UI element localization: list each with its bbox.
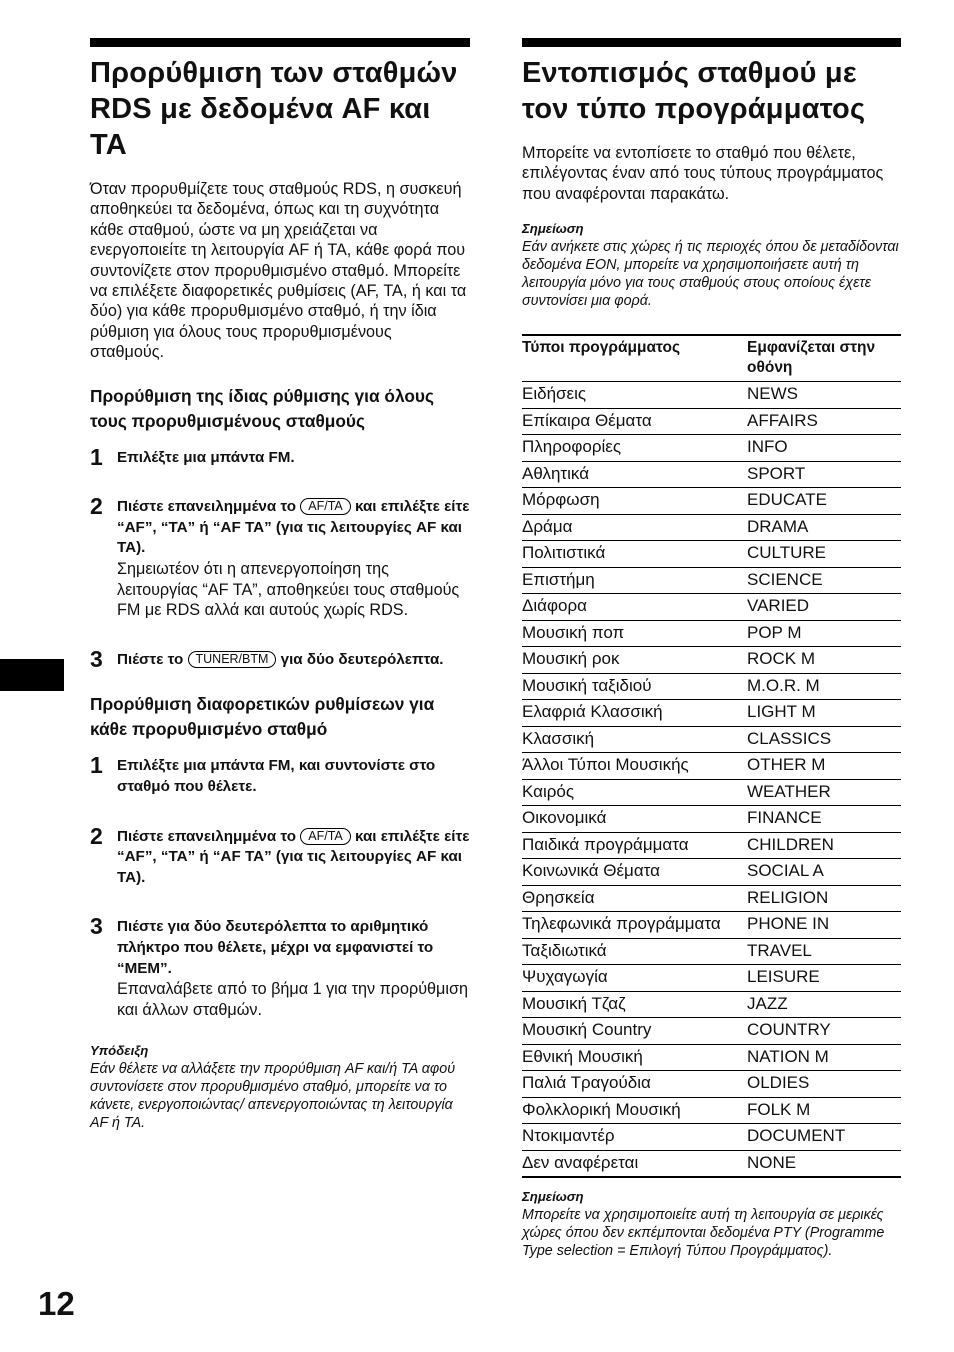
af-ta-button-icon: AF/TA xyxy=(300,498,351,515)
programme-type-cell: Μουσική ροκ xyxy=(522,647,747,674)
display-code-cell: M.O.R. M xyxy=(747,673,901,700)
display-code-cell: SCIENCE xyxy=(747,567,901,594)
programme-type-cell: Άλλοι Τύποι Μουσικής xyxy=(522,753,747,780)
instruction-text: Πιέστε επανειλημμένα το xyxy=(117,498,301,516)
right-column xyxy=(522,55,901,1260)
programme-type-cell: Τηλεφωνικά προγράμματα xyxy=(522,912,747,939)
step-note: Σημειωτέον ότι η απενεργοποίηση της λειτουργίας “AF TA”, αποθηκεύει τους σταθμούς FM με RDS αλλά και αυτούς χωρίς RDS. xyxy=(117,560,460,620)
step-instruction xyxy=(117,497,470,559)
note-label: Σημείωση xyxy=(522,1189,584,1205)
instruction-text: και επιλέξτε είτε “AF”, “TA” ή “AF TA” (για τις λειτουργίες AF και TA). xyxy=(117,827,470,886)
pty-note-block xyxy=(522,1188,901,1260)
display-code-cell: RELIGION xyxy=(747,885,901,912)
column-header-programme-type: Τύποι προγράμματος xyxy=(522,335,747,382)
s1-step-2 xyxy=(90,493,470,621)
programme-type-cell: Φολκλορική Μουσική xyxy=(522,1097,747,1124)
table-row xyxy=(522,779,901,806)
display-code-cell: OLDIES xyxy=(747,1071,901,1098)
note-label: Σημείωση xyxy=(522,221,584,237)
right-section-title: Εντοπισμός σταθμού με τον τύπο προγράμματος xyxy=(522,57,866,125)
table-row xyxy=(522,382,901,409)
programme-type-cell: Επίκαιρα Θέματα xyxy=(522,408,747,435)
table-row xyxy=(522,514,901,541)
step-instruction: Επιλέξτε μια μπάντα FM. xyxy=(117,448,295,466)
af-ta-button-icon: AF/TA xyxy=(300,828,351,845)
step-instruction xyxy=(117,827,470,889)
table-row xyxy=(522,1018,901,1045)
instruction-text: για δύο δευτερόλεπτα. xyxy=(276,650,444,668)
display-code-cell: LEISURE xyxy=(747,965,901,992)
programme-type-cell: Μόρφωση xyxy=(522,488,747,515)
programme-type-cell: Αθλητικά xyxy=(522,461,747,488)
display-code-cell: FOLK M xyxy=(747,1097,901,1124)
display-code-cell: NONE xyxy=(747,1150,901,1177)
display-code-cell: JAZZ xyxy=(747,991,901,1018)
table-row xyxy=(522,594,901,621)
display-code-cell: LIGHT M xyxy=(747,700,901,727)
same-setting-heading: Προρύθμιση της ίδιας ρύθμισης για όλους τους προρυθμισμένους σταθμούς xyxy=(90,385,434,431)
table-row xyxy=(522,965,901,992)
tip-block xyxy=(90,1042,470,1132)
table-row xyxy=(522,832,901,859)
s2-step-3 xyxy=(90,913,470,1020)
display-code-cell: EDUCATE xyxy=(747,488,901,515)
programme-type-cell: Μουσική Τζαζ xyxy=(522,991,747,1018)
tuner-btm-button-icon: TUNER/BTM xyxy=(188,651,277,668)
display-code-cell: WEATHER xyxy=(747,779,901,806)
table-row xyxy=(522,753,901,780)
programme-type-cell: Επιστήμη xyxy=(522,567,747,594)
programme-type-cell: Παιδικά προγράμματα xyxy=(522,832,747,859)
different-settings-heading: Προρύθμιση διαφορετικών ρυθμίσεων για κάθε προρυθμισμένο σταθμό xyxy=(90,694,435,740)
tip-text: Εάν θέλετε να αλλάξετε την προρύθμιση AF και/ή TA αφού συντονίσετε στον προρυθμισμένο σταθμό, μπορείτε να το κάνετε, ενεργοποιώντας/ απενεργοποιώντας τη λειτουργία AF ή TA. xyxy=(90,1061,456,1132)
table-row xyxy=(522,408,901,435)
display-code-cell: VARIED xyxy=(747,594,901,621)
column-header-display: Εμφανίζεται στην οθόνη xyxy=(747,335,901,382)
eon-note-block xyxy=(522,220,901,310)
programme-type-cell: Δράμα xyxy=(522,514,747,541)
programme-type-table xyxy=(522,334,901,1178)
programme-type-cell: Ψυχαγωγία xyxy=(522,965,747,992)
table-row xyxy=(522,1097,901,1124)
table-row xyxy=(522,673,901,700)
programme-type-cell: Θρησκεία xyxy=(522,885,747,912)
display-code-cell: ROCK M xyxy=(747,647,901,674)
step-number: 1 xyxy=(90,752,103,779)
display-code-cell: INFO xyxy=(747,435,901,462)
table-row xyxy=(522,1124,901,1151)
page-number: 12 xyxy=(38,1285,75,1322)
display-code-cell: AFFAIRS xyxy=(747,408,901,435)
display-code-cell: CULTURE xyxy=(747,541,901,568)
table-row xyxy=(522,541,901,568)
table-row xyxy=(522,726,901,753)
display-code-cell: SPORT xyxy=(747,461,901,488)
section-tab-marker xyxy=(0,659,64,691)
programme-type-cell: Μουσική ταξιδιού xyxy=(522,673,747,700)
table-header-row xyxy=(522,335,901,382)
programme-type-cell: Κοινωνικά Θέματα xyxy=(522,859,747,886)
display-code-cell: FINANCE xyxy=(747,806,901,833)
display-code-cell: CLASSICS xyxy=(747,726,901,753)
display-code-cell: TRAVEL xyxy=(747,938,901,965)
programme-type-cell: Ειδήσεις xyxy=(522,382,747,409)
step-note: Επαναλάβετε από το βήμα 1 για την προρύθμιση και άλλων σταθμών. xyxy=(117,980,468,1019)
programme-type-cell: Εθνική Μουσική xyxy=(522,1044,747,1071)
programme-type-cell: Οικονομικά xyxy=(522,806,747,833)
step-number: 3 xyxy=(90,913,103,940)
tip-label: Υπόδειξη xyxy=(90,1043,149,1059)
note-text: Εάν ανήκετε στις χώρες ή τις περιοχές όπου δε μεταδίδονται δεδομένα EON, μπορείτε να χρησιμοποιήσετε αυτή τη λειτουργία μόνο για τους σταθμούς στους οποίους έχετε συντονίσει μια φορά. xyxy=(522,239,899,310)
programme-type-cell: Ταξιδιωτικά xyxy=(522,938,747,965)
table-row xyxy=(522,991,901,1018)
s1-step-1 xyxy=(90,443,470,470)
left-column xyxy=(90,55,470,1132)
table-row xyxy=(522,912,901,939)
display-code-cell: DOCUMENT xyxy=(747,1124,901,1151)
display-code-cell: NEWS xyxy=(747,382,901,409)
instruction-text: και επιλέξτε είτε “AF”, “TA” ή “AF TA” (για τις λειτουργίες AF και TA). xyxy=(117,498,470,557)
table-row xyxy=(522,885,901,912)
display-code-cell: NATION M xyxy=(747,1044,901,1071)
step-instruction: Πιέστε για δύο δευτερόλεπτα το αριθμητικό πλήκτρο που θέλετε, μέχρι να εμφανιστεί το “MEM”. xyxy=(117,918,434,977)
instruction-text: Πιέστε επανειλημμένα το xyxy=(117,827,301,845)
table-body xyxy=(522,382,901,1178)
table-row xyxy=(522,488,901,515)
table-row xyxy=(522,647,901,674)
step-number: 3 xyxy=(90,645,103,672)
programme-type-cell: Παλιά Τραγούδια xyxy=(522,1071,747,1098)
programme-type-cell: Ελαφριά Κλασσική xyxy=(522,700,747,727)
programme-type-cell: Μουσική Country xyxy=(522,1018,747,1045)
table-row xyxy=(522,700,901,727)
display-code-cell: COUNTRY xyxy=(747,1018,901,1045)
programme-type-cell: Ντοκιμαντέρ xyxy=(522,1124,747,1151)
display-code-cell: OTHER M xyxy=(747,753,901,780)
programme-type-cell: Πληροφορίες xyxy=(522,435,747,462)
step-number: 2 xyxy=(90,822,103,849)
table-row xyxy=(522,1071,901,1098)
step-number: 2 xyxy=(90,493,103,520)
programme-type-cell: Δεν αναφέρεται xyxy=(522,1150,747,1177)
display-code-cell: PHONE IN xyxy=(747,912,901,939)
step-instruction: Επιλέξτε μια μπάντα FM, και συντονίστε στο σταθμό που θέλετε. xyxy=(117,757,436,795)
right-intro-paragraph: Μπορείτε να εντοπίσετε το σταθμό που θέλετε, επιλέγοντας έναν από τους τύπους προγράμματος που αναφέρονται παρακάτω. xyxy=(522,144,884,203)
table-row xyxy=(522,620,901,647)
s2-step-1 xyxy=(90,752,470,797)
s1-step-3 xyxy=(90,645,470,672)
right-top-rule xyxy=(522,38,901,47)
left-intro-paragraph: Όταν προρυθμίζετε τους σταθμούς RDS, η συσκευή αποθηκεύει τα δεδομένα, όπως και τη συχνότητα κάθε σταθμού, ώστε να μη χρειάζεται να ενεργοποιείτε τη λειτουργία AF ή TA, κάθε φορά που συντονίζετε στον προρυθμισμένο σταθμό. Μπορείτε να επιλέξετε διαφορετικές ρυθμίσεις (AF, TA, ή και τα δύο) για κάθε προρυθμισμένο σταθμό, ή την ίδια ρύθμιση για όλους τους προρυθμισμένους σταθμούς. xyxy=(90,180,467,362)
left-top-rule xyxy=(90,38,470,47)
table-row xyxy=(522,859,901,886)
table-row xyxy=(522,806,901,833)
programme-type-cell: Μουσική ποπ xyxy=(522,620,747,647)
table-row xyxy=(522,461,901,488)
instruction-text: Πιέστε το xyxy=(117,650,188,668)
table-row xyxy=(522,1150,901,1177)
table-row xyxy=(522,435,901,462)
step-instruction xyxy=(117,650,470,671)
display-code-cell: DRAMA xyxy=(747,514,901,541)
programme-type-cell: Πολιτιστικά xyxy=(522,541,747,568)
table-row xyxy=(522,567,901,594)
s2-step-2 xyxy=(90,822,470,889)
table-row xyxy=(522,938,901,965)
display-code-cell: CHILDREN xyxy=(747,832,901,859)
note-text: Μπορείτε να χρησιμοποιείτε αυτή τη λειτουργία σε μερικές χώρες όπου δεν εκπέμπονται δεδομένα PTY (Programme Type selection = Επιλογή Τύπου Προγράμματος). xyxy=(522,1207,885,1260)
programme-type-cell: Καιρός xyxy=(522,779,747,806)
display-code-cell: POP M xyxy=(747,620,901,647)
display-code-cell: SOCIAL A xyxy=(747,859,901,886)
table-row xyxy=(522,1044,901,1071)
left-section-title: Προρύθμιση των σταθμών RDS με δεδομένα AF και TA xyxy=(90,57,458,161)
step-number: 1 xyxy=(90,443,103,470)
programme-type-cell: Διάφορα xyxy=(522,594,747,621)
programme-type-cell: Κλασσική xyxy=(522,726,747,753)
